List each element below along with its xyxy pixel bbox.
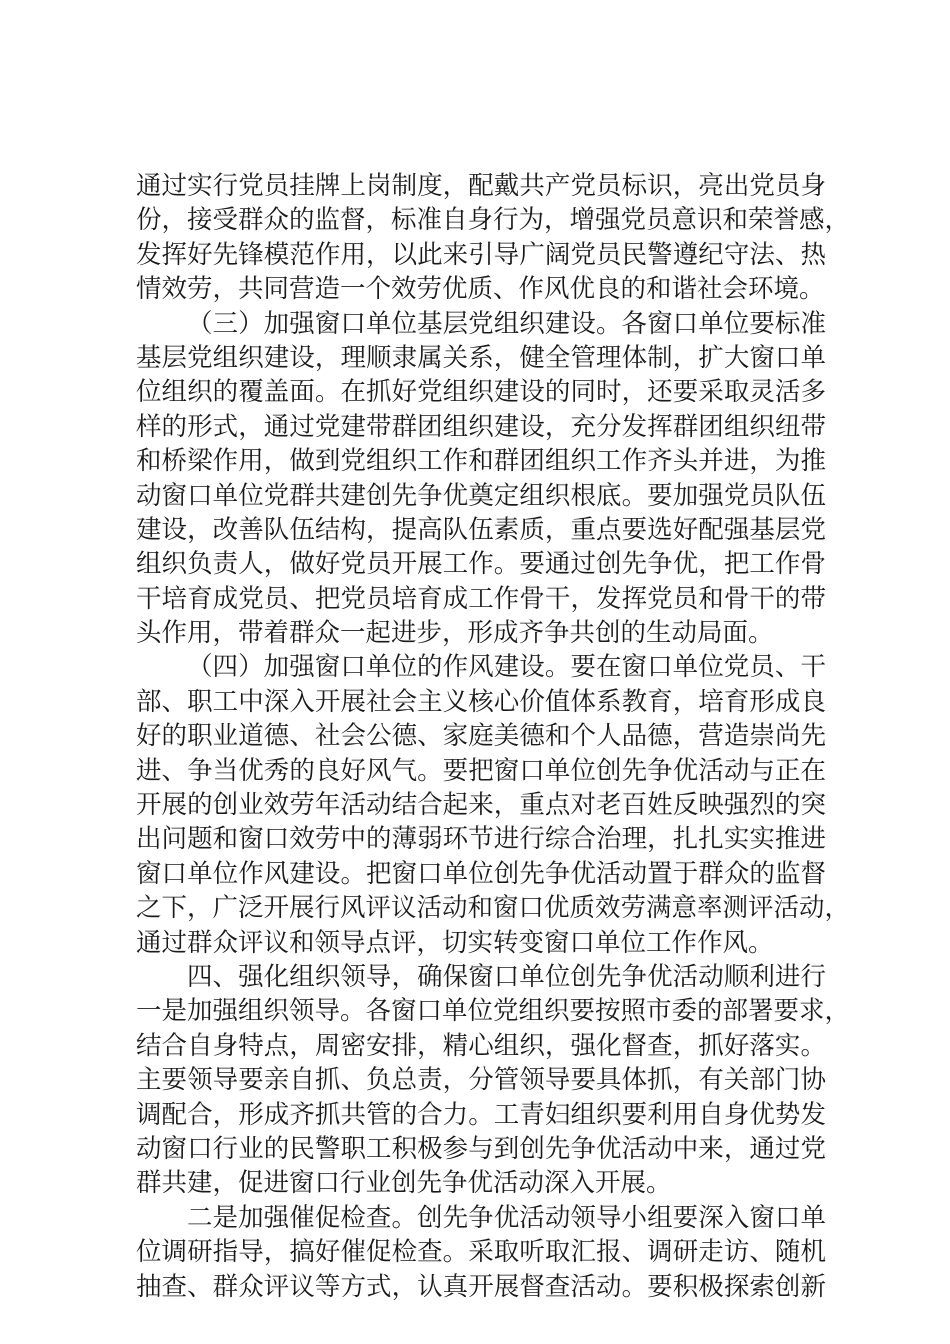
text-line: 进、争当优秀的良好风气。要把窗口单位创先争优活动与正在	[136, 755, 826, 786]
text-line: 基层党组织建设，理顺隶属关系，健全管理体制，扩大窗口单	[136, 342, 826, 373]
text-line: 份，接受群众的监督，标准自身行为，增强党员意识和荣誉感，	[136, 205, 851, 236]
text-line: 情效劳，共同营造一个效劳优质、作风优良的和谐社会环境。	[136, 274, 825, 305]
text-line: 发挥好先锋模范作用，以此来引导广阔党员民警遵纪守法、热	[136, 239, 826, 270]
document-body-text	[136, 169, 851, 1304]
text-line: 好的职业道德、社会公德、家庭美德和个人品德，营造崇尚先	[136, 721, 826, 752]
text-line: 四、强化组织领导，确保窗口单位创先争优活动顺利进行	[187, 961, 826, 992]
text-line: 部、职工中深入开展社会主义核心价值体系教育，培育形成良	[136, 686, 826, 717]
text-line: 主要领导要亲自抓、负总责，分管领导要具体抓，有关部门协	[136, 1065, 826, 1096]
text-line: 组织负责人，做好党员开展工作。要通过创先争优，把工作骨	[136, 549, 826, 580]
text-line: 出问题和窗口效劳中的薄弱环节进行综合治理，扎扎实实推进	[136, 824, 826, 855]
text-line: 通过实行党员挂牌上岗制度，配戴共产党员标识，亮出党员身	[136, 171, 826, 201]
text-line: 抽查、群众评议等方式，认真开展督查活动。要积极探索创新	[136, 1271, 826, 1302]
text-line: 位调研指导，搞好催促检查。采取听取汇报、调研走访、随机	[136, 1237, 826, 1268]
text-line: （四）加强窗口单位的作风建设。要在窗口单位党员、干	[187, 652, 826, 683]
text-line: 头作用，带着群众一起进步，形成齐争共创的生动局面。	[136, 618, 774, 649]
text-line: 建设，改善队伍结构，提高队伍素质，重点要选好配强基层党	[136, 514, 826, 545]
text-line: 调配合，形成齐抓共管的合力。工青妇组织要利用自身优势发	[136, 1099, 826, 1130]
text-line: （三）加强窗口单位基层党组织建设。各窗口单位要标准	[187, 308, 826, 339]
text-line: 群共建，促进窗口行业创先争优活动深入开展。	[136, 1168, 672, 1199]
text-line: 动窗口单位党群共建创先争优奠定组织根底。要加强党员队伍	[136, 480, 826, 511]
text-line: 结合自身特点，周密安排，精心组织，强化督查，抓好落实。	[136, 1030, 826, 1061]
text-line: 位组织的覆盖面。在抓好党组织建设的同时，还要采取灵活多	[136, 377, 826, 408]
text-line: 干培育成党员、把党员培育成工作骨干，发挥党员和骨干的带	[136, 583, 826, 614]
text-line: 样的形式，通过党建带群团组织建设，充分发挥群团组织纽带	[136, 411, 826, 442]
text-line: 二是加强催促检查。创先争优活动领导小组要深入窗口单	[187, 1202, 826, 1233]
text-line: 和桥梁作用，做到党组织工作和群团组织工作齐头并进，为推	[136, 446, 826, 477]
text-line: 通过群众评议和领导点评，切实转变窗口单位工作作风。	[136, 927, 774, 958]
text-line: 一是加强组织领导。各窗口单位党组织要按照市委的部署要求，	[136, 996, 851, 1027]
text-line: 之下，广泛开展行风评议活动和窗口优质效劳满意率测评活动，	[136, 893, 851, 924]
text-line: 开展的创业效劳年活动结合起来，重点对老百姓反映强烈的突	[136, 790, 826, 821]
text-line: 动窗口行业的民警职工积极参与到创先争优活动中来，通过党	[136, 1133, 826, 1164]
text-line: 窗口单位作风建设。把窗口单位创先争优活动置于群众的监督	[136, 858, 826, 889]
